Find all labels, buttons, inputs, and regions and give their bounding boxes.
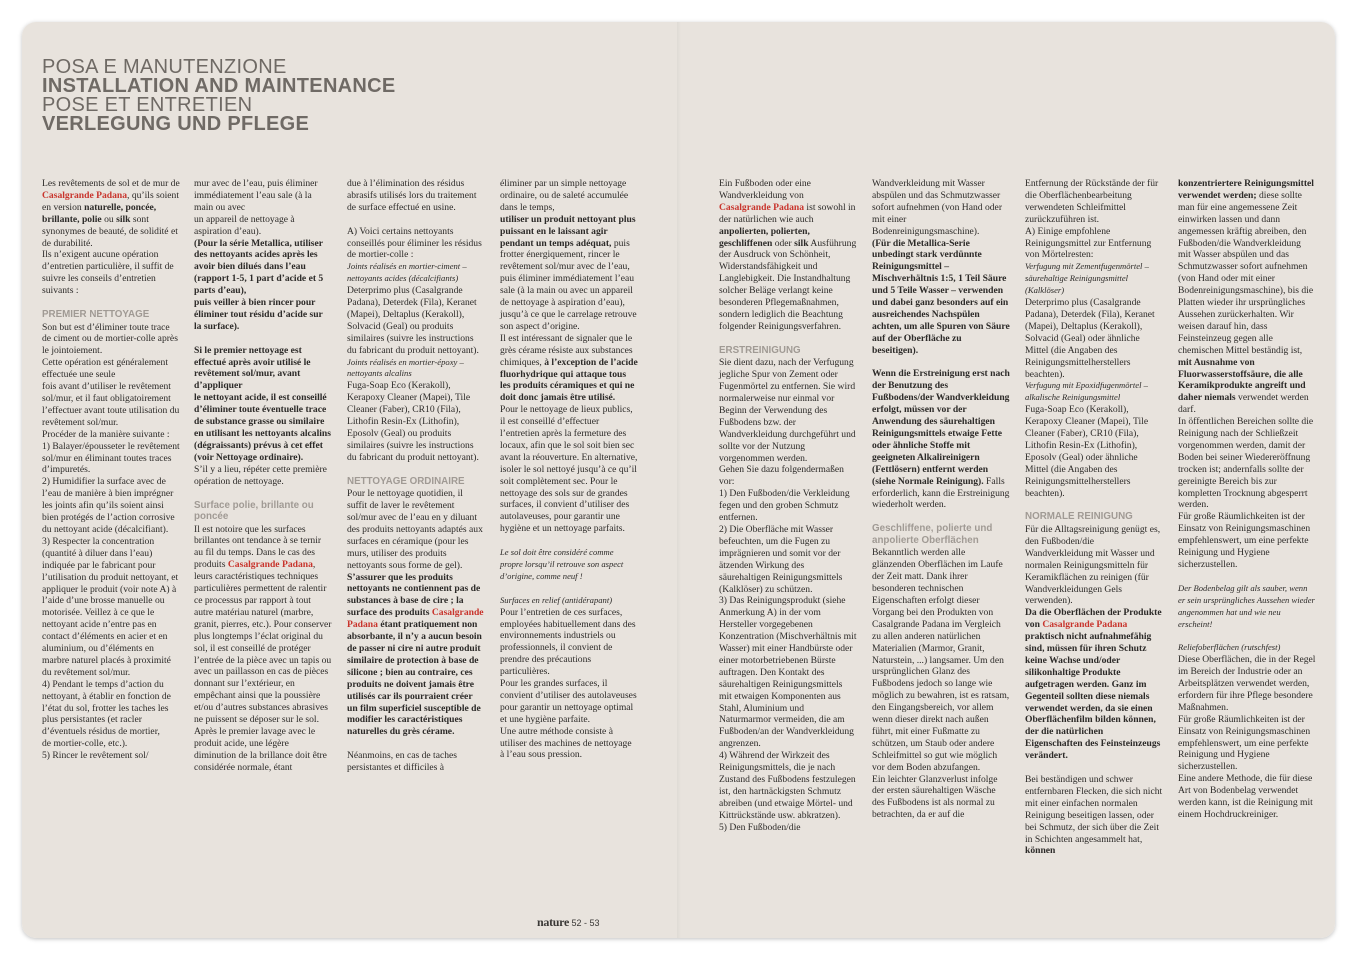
brand-name: Casalgrande Padana xyxy=(347,607,484,631)
column-fr-3 xyxy=(347,178,485,774)
section-heading: NETTOYAGE ORDINAIRE xyxy=(347,475,465,487)
italic-subheading: Reliefoberflächen (rutschfest) xyxy=(1178,642,1281,653)
text: diese sollte man für eine angemessene Zeit einwirken lassen und dann angemessen kräftig abreiben, den Fußboden/die Wandverkleidung mit Wasser abspülen und das Schmutzwasser sofort aufnehmen (von Hand oder mit einer Bodenreinigungsmaschine), bis die Platten wieder ihr ursprüngliches Aussehen zurückerhalten. Wir weisen darauf hin, dass Feinsteinzeug gegen alle chemischen Mittel beständig ist, xyxy=(1178,189,1314,356)
paragraph xyxy=(194,524,332,726)
paragraph: A) Einige empfohlene Reinigungsmittel zur Entfernung von Mörtelresten: xyxy=(1025,225,1152,261)
paragraph: un appareil de nettoyage à aspiration d’eau). xyxy=(194,213,295,237)
column-de-4 xyxy=(1178,178,1316,821)
brochure-spread xyxy=(22,22,1335,938)
section-heading: Surface polie, brillante ou poncée xyxy=(194,499,314,523)
italic-subheading: Verfugung mit Epoxidfugenmörtel – alkalische Reinigungsmittel xyxy=(1025,380,1148,403)
paragraph: In öffentlichen Bereichen sollte die Reinigung nach der Schließzeit vorgenommen werden, damit der Boden bei seiner Wiedereröffnung trocken ist; andernfalls sollte der gereinigte Bereich bis zur kompletten Trocknung abgesperrt werden. xyxy=(1178,416,1314,511)
column-fr-4 xyxy=(500,178,638,761)
paragraph: Für die Alltagsreinigung genügt es, den Fußboden/die Wandverkleidung mit Wasser und normalen Reinigungsmitteln für Keramikflächen zu reinigen (für Wandverkleidungen Gels verwenden). xyxy=(1025,523,1161,607)
italic-subheading: Joints réalisés en mortier-époxy – nettoyants alcalins xyxy=(347,356,464,379)
paragraph: Deterprimo plus (Casalgrande Padana), Deterdek (Fila), Keranet (Mapei), Deltaplus (Kerakoll), Solvacid (Geal) ou produits similaires (suivre les instructions du fabricant du produit nettoyant). xyxy=(347,285,479,356)
text: Il est notoire que les surfaces brillantes ont tendance à se ternir au fil du temps. Dans le cas des produits xyxy=(194,523,322,571)
paragraph xyxy=(500,333,638,404)
text: Ein Fußboden oder eine Wandverkleidung von xyxy=(719,178,811,201)
italic-subheading: Verfugung mit Zementfugenmörtel – säurehaltige Reinigungsmittel (Kalklöser) xyxy=(1025,261,1149,296)
paragraph: due à l’élimination des résidus abrasifs utilisés lors du traitement de surface effectué en usine. xyxy=(347,178,477,213)
paragraph: 2) Die Oberfläche mit Wasser befeuchten, um die Fugen zu imprägnieren und somit vor der ätzenden Wirkung des säurehaltigen Reinigungsmittels (Kalklöser) zu schützen. xyxy=(719,523,843,595)
brand-name: Casalgrande Padana xyxy=(1042,619,1128,631)
paragraph xyxy=(1025,774,1163,857)
paragraph: 5) Den Fußboden/die xyxy=(719,821,801,833)
paragraph: 5) Rincer le revêtement sol/ xyxy=(42,750,149,762)
text: silk xyxy=(794,237,809,249)
paragraph xyxy=(1025,607,1163,762)
section-heading: PREMIER NETTOYAGE xyxy=(42,309,150,321)
italic-subheading: Joints réalisés en mortier-ciment – nettoyants acides (décalcifiants) xyxy=(347,261,467,284)
text: Les revêtements de sol et de mur de xyxy=(42,178,180,189)
paragraph: de mortier-colle, etc.). xyxy=(42,738,128,750)
paragraph xyxy=(1178,178,1316,416)
paragraph: Eine andere Methode, die für diese Art von Bodenbelag verwendet werden kann, ist die Reinigung mit einem Hochdruckreiniger. xyxy=(1178,773,1313,820)
column-de-1 xyxy=(719,178,857,834)
paragraph: Pour le nettoyage de lieux publics, il est conseillé d’effectuer l’entretien après la fermeture des locaux, afin que le sol soit bien sec avant la réouverture. En alternative, isoler le sol nettoyé jusqu’à ce qu’il soit complètement sec. Pour le nettoyage des sols sur de grandes surfaces, il convient d’utiliser des autolaveuses, pour garantir une hygiène et un nettoyage parfaits. xyxy=(500,404,638,535)
intro-paragraph xyxy=(42,178,180,249)
paragraph xyxy=(872,368,1010,511)
text: Bei beständigen und schwer entfernbaren Flecken, die sich nicht mit einer einfachen normalen Reinigung beseitigen lassen, oder bei Schmutz, der sich über die Zeit in Schichten angesammelt hat, xyxy=(1025,773,1163,845)
text: anpolierten, polierten, geschliffenen xyxy=(719,225,810,249)
text: Il est intéressant de signaler que le grès cérame résiste aux substances chimiques, xyxy=(500,332,633,368)
paragraph: 2) Humidifier la surface avec de l’eau de manière à bien imprégner les joints afin qu’ils soient ainsi bien protégés de l’action corrosive du nettoyant acide (décalcifiant). xyxy=(42,476,175,535)
text: können xyxy=(1025,845,1056,857)
paragraph: fois avant d’utiliser le revêtement sol/mur, et il faut obligatoirement l’effectuer avant toute utilisation du revêtement sol/mur. xyxy=(42,381,180,428)
text: mit Ausnahme von Fluorwasserstoffsäure, die alle Keramikprodukte angreift und daher niemals xyxy=(1178,356,1306,404)
brand-name: Casalgrande Padana xyxy=(42,189,128,201)
title-de: VERLEGUNG UND PFLEGE xyxy=(42,113,310,135)
paragraph: mur avec de l’eau, puis éliminer immédiatement l’eau sale (à la main ou avec xyxy=(194,178,318,213)
paragraph: Une autre méthode consiste à utiliser des machines de nettoyage à l’eau sous pression. xyxy=(500,725,632,761)
page-footer xyxy=(537,915,600,930)
text: Wenn die Erstreinigung erst nach der Benutzung des Fußbodens/der Wandverkleidung erfolgt, müssen vor der Anwendung des säurehaltigen Reinigungsmittels etwaige Fette oder ähnliche Stoffe mit geeigneten Alkalireinigern (Fettlösern) entfernt werden (siehe Normale Reinigung). xyxy=(872,368,1010,487)
paragraph: Fuga-Soap Eco (Kerakoll), Kerapoxy Cleaner (Mapei), Tile Cleaner (Faber), CR10 (Fila), Lithofin Resin-Ex (Lithofin), Eposolv (Geal) oder ähnliche Mittel (die Angaben des Reinigungsmittelherstellers beachten). xyxy=(1025,404,1149,499)
italic-note: Le sol doit être considéré comme propre lorsqu’il retrouve son aspect d’origine, comme neuf ! xyxy=(500,547,624,581)
italic-subheading: Surfaces en relief (antidérapant) xyxy=(500,594,613,605)
text: ou xyxy=(101,213,117,225)
intro-paragraph xyxy=(719,178,857,333)
text: verwendet werden darf. xyxy=(1178,392,1309,416)
paragraph: A) Voici certains nettoyants conseillés pour éliminer les résidus de mortier-colle : xyxy=(347,225,482,261)
title-it: POSA E MANUTENZIONE xyxy=(42,56,287,78)
paragraph xyxy=(500,214,638,333)
text: Falls erforderlich, kann die Erstreinigung wiederholt werden. xyxy=(872,475,1010,511)
paragraph: Après le premier lavage avec le produit acide, une légère diminution de la brillance doit être considérée normale, étant xyxy=(194,725,327,773)
section-heading: Geschliffene, polierte und anpolierte Oberflächen xyxy=(872,523,993,546)
paragraph: Gehen Sie dazu folgendermaßen vor: xyxy=(719,464,844,488)
text: praktisch nicht aufnahmefähig sind, müssen für ihren Schutz keine Wachse und/oder silikonhaltige Produkte aufgetragen werden. Ganz im Gegenteil sollten diese niemals verwendet werden, da sie einen Oberflächenfilm bilden können, der die natürlichen Eigenschaften des Feinsteinzeugs verändert. xyxy=(1025,631,1161,762)
paragraph: Entfernung der Rückstände der für die Oberflächenbearbeitung verwendeten Schleifmittel zurückzuführen ist. xyxy=(1025,178,1159,225)
paragraph: Pour les grandes surfaces, il convient d’utiliser des autolaveuses pour garantir un nettoyage optimal et une hygiène parfaite. xyxy=(500,678,637,725)
paragraph: le nettoyant acide, il est conseillé d’éliminer toute éventuelle trace de substance grasse ou similaire xyxy=(194,392,327,428)
column-de-3 xyxy=(1025,178,1163,857)
paragraph: Ein leichter Glanzverlust infolge der ersten säurehaltigen Wäsche des Fußbodens ist als normal zu betrachten, da er auf die xyxy=(872,773,998,821)
paragraph: Cette opération est généralement effectuée une seule xyxy=(42,357,168,381)
title-fr: POSE ET ENTRETIEN xyxy=(42,94,253,116)
paragraph: Ils n’exigent aucune opération d’entretien particulière, il suffit de suivre les conseils d’entretien suivants : xyxy=(42,249,174,297)
text: ist sowohl in der natürlichen wie auch xyxy=(719,201,856,225)
column-fr-2 xyxy=(194,178,332,774)
paragraph: (Pour la série Metallica, utiliser des nettoyants acides après les avoir bien dilués dans l’eau (rapport 1-5, 1 part d’acide et 5 parts d’eau), xyxy=(194,237,324,297)
paragraph: 4) Während der Wirkzeit des Reinigungsmittels, die je nach Zustand des Fußbodens festzulegen ist, den hartnäckigsten Schmutz abreiben (und etwaige Mörtel- und Kittrückstände usw. abkratzen). xyxy=(719,750,856,821)
text: Da die Oberflächen der Produkte von xyxy=(1025,607,1162,631)
page-gutter xyxy=(677,22,681,938)
column-de-2 xyxy=(872,178,1010,821)
section-heading: ERSTREINIGUNG xyxy=(719,344,801,356)
brand-name: Casalgrande Padana xyxy=(227,559,313,571)
paragraph: (Für die Metallica-Serie unbedingt stark verdünnte Reinigungsmittel – Mischverhältnis 1:5, 1 Teil Säure und 5 Teile Wasser – verwenden und dabei ganz besonders auf ein ausreichendes Nachspülen achten, um alle Spuren von Säure auf der Oberfläche zu beseitigen). xyxy=(872,237,1010,356)
text: naturelle, poncée, brillante, polie xyxy=(42,201,157,225)
text: oder xyxy=(772,237,795,249)
paragraph: Néanmoins, en cas de taches persistantes et difficiles à xyxy=(347,750,458,774)
paragraph: éliminer par un simple nettoyage ordinaire, ou de saleté accumulée dans le temps, xyxy=(500,178,629,213)
paragraph: Diese Oberflächen, die in der Regel im Bereich der Industrie oder an Arbeitsplätzen verwendet werden, erfordern für ihre Pflege besondere Maßnahmen. xyxy=(1178,654,1316,713)
text: , qu’ils soient en version xyxy=(42,189,179,213)
page-numbers: 52 - 53 xyxy=(571,918,600,928)
text: , leurs caractéristiques techniques particulières permettent de ralentir ce processus par rapport à tout autre matériau naturel (marbre, granit, pierres, etc.). Pour conserver plus longtemps l’éclat original du sol, il est conseillé de protéger l’entrée de la pièce avec un tapis ou avec un paillasson en cas de pièces donnant sur l’extérieur, en empêchant ainsi que la poussière et/ou d’autres substances abrasives ne puissent se déposer sur le sol. xyxy=(194,559,332,726)
paragraph: Für große Räumlichkeiten ist der Einsatz von Reinigungsmaschinen empfehlenswert, um eine perfekte Reinigung und Hygiene sicherzustellen. xyxy=(1178,713,1311,773)
nature-logo: nature xyxy=(537,915,569,929)
paragraph: 3) Das Reinigungsprodukt (siehe Anmerkung A) in der vom Hersteller vorgegebenen Konzentration (Mischverhältnis mit Wasser) mit einer Handbürste oder einer motorbetriebenen Bürste auftragen. Den Kontakt des säurehaltigen Reinigungsmittels mit etwaigen Komponenten aus Stahl, Aluminium und Naturmarmor vermeiden, die am Fußboden/an der Wandverkleidung angrenzen. xyxy=(719,595,857,750)
paragraph: Pour l’entretien de ces surfaces, employées habituellement dans des environnements industriels ou professionnels, il convient de prendre des précautions particulières. xyxy=(500,606,636,678)
paragraph: Son but est d’éliminer toute trace de ciment ou de mortier-colle après le jointoiement. xyxy=(42,321,178,357)
paragraph: 1) Den Fußboden/die Verkleidung fegen und den groben Schmutz entfernen. xyxy=(719,488,850,524)
text: à l’exception de l’acide fluorhydrique qui attaque tous les produits céramiques et qui ne doit donc jamais être utilisé. xyxy=(500,356,638,404)
paragraph: Sie dient dazu, nach der Verfugung jegliche Spur von Zement oder Fugenmörtel zu entfernen. Sie wird normalerweise nur einmal vor Beginn der Verwendung des Fußbodens bzw. der Wandverkleidung durchgeführt und sollte vor der Nutzung vorgenommen werden. xyxy=(719,357,856,464)
paragraph: Deterprimo plus (Casalgrande Padana), Deterdek (Fila), Keranet (Mapei), Deltaplus (Kerakoll), Solvacid (Geal) oder ähnliche Mittel (die Angaben des Reinigungsmittelherstellers beachten). xyxy=(1025,297,1155,380)
text: puis frotter énergiquement, rincer le revêtement sol/mur avec de l’eau, puis éliminer immédiatement l’eau sale (à la main ou avec un appareil de nettoyage à aspiration d’eau), jusqu’à ce que le carrelage retrouve son aspect d’origine. xyxy=(500,237,637,332)
text: S’assurer que les produits nettoyants ne contiennent pas de substances à base de cire ; la surface des produits xyxy=(347,571,481,619)
text: silk xyxy=(116,213,131,225)
paragraph: Pour le nettoyage quotidien, il suffit de laver le revêtement sol/mur avec de l’eau en y diluant des produits nettoyants adaptés aux surfaces en céramique (pour les murs, utiliser des produits nettoyants sous forme de gel). xyxy=(347,488,483,571)
paragraph: 1) Balayer/épousseter le revêtement sol/mur en éliminant toutes traces d’impuretés. xyxy=(42,440,180,476)
paragraph: Si le premier nettoyage est effectué après avoir utilisé le revêtement sol/mur, avant d’appliquer xyxy=(194,344,311,392)
paragraph: Wandverkleidung mit Wasser abspülen und das Schmutzwasser sofort aufnehmen (von Hand oder mit einer Bodenreinigungsmaschine). xyxy=(872,178,1003,237)
paragraph: Bekanntlich werden alle glänzenden Oberflächen im Laufe der Zeit matt. Dank ihrer besonderen technischen Eigenschaften erfolgt dieser Vorgang bei den Produkten von Casalgrande Padana im Vergleich zu allen anderen natürlichen Materialien (Marmor, Granit, Naturstein, ...) langsamer. Um den ursprünglichen Glanz des Fußbodens jedoch so lange wie möglich zu bewahren, ist es ratsam, den Eingangsbereich, vor allem wenn dieser direkt nach außen führt, mit einer Fußmatte zu schützen, um Staub oder andere Schleifmittel so gut wie möglich vor dem Boden abzufangen. xyxy=(872,547,1010,773)
section-titles xyxy=(42,58,396,134)
paragraph xyxy=(347,572,485,739)
brand-name: Casalgrande Padana xyxy=(719,201,805,213)
column-fr-1 xyxy=(42,178,180,762)
title-en: INSTALLATION AND MAINTENANCE xyxy=(42,75,396,97)
section-heading: NORMALE REINIGUNG xyxy=(1025,511,1133,523)
paragraph: Fuga-Soap Eco (Kerakoll), Kerapoxy Cleaner (Mapei), Tile Cleaner (Faber), CR10 (Fila), Lithofin Resin-Ex (Lithofin), Eposolv (Geal) ou produits similaires (suivre les instructions du fabricant du produit nettoyant). xyxy=(347,380,479,463)
text: konzentriertere Reinigungsmittel verwendet werden; xyxy=(1178,178,1314,201)
paragraph: 4) Pendant le temps d’action du nettoyant, à établir en fonction de l’état du sol, frotter les taches les plus persistantes (et racler d’éventuels résidus de mortier, xyxy=(42,678,171,738)
italic-note: Der Bodenbelag gilt als sauber, wenn er sein ursprüngliches Aussehen wieder angenommen hat und wie neu erscheint! xyxy=(1178,582,1315,629)
paragraph: 3) Respecter la concentration (quantité à diluer dans l’eau) indiquée par le fabricant pour l’utilisation du produit nettoyant, et appliquer le produit (voir note A) à l’aide d’une brosse manuelle ou motorisée. Veillez à ce que le nettoyant acide n’entre pas en contact d’éléments en acier et en aluminium, ou d’éléments en marbre naturel placés à proximité du revêtement sol/mur. xyxy=(42,535,179,678)
text: sont synonymes de beauté, de solidité et de durabilité. xyxy=(42,213,178,249)
text: Ausführung der Ausdruck von Schönheit, Widerstandsfähigkeit und Langlebigkeit. Die Instandhaltung solcher Beläge verlangt keine besonderen Pflegemaßnahmen, sondern lediglich die Beachtung folgender Reinigungsverfahren. xyxy=(719,237,857,332)
paragraph: Procéder de la manière suivante : xyxy=(42,428,170,440)
paragraph: puis veiller à bien rincer pour éliminer tout résidu d’acide sur la surface). xyxy=(194,297,323,332)
paragraph: Für große Räumlichkeiten ist der Einsatz von Reinigungsmaschinen empfehlenswert, um eine perfekte Reinigung und Hygiene sicherzustellen. xyxy=(1178,511,1311,570)
paragraph: S’il y a lieu, répéter cette première opération de nettoyage. xyxy=(194,463,327,487)
text: étant pratiquement non absorbante, il n’y a aucun besoin de passer ni cire ni autre produit similaire de protection à base de silicone ; bien au contraire, ces produits ne doivent jamais être utilisés car ils pourraient créer un film superficiel susceptible de modifier les caractéristiques naturelles du grès cérame. xyxy=(347,619,482,738)
paragraph: en utilisant les nettoyants alcalins (dégraissants) prévus à cet effet (voir Nettoyage ordinaire). xyxy=(194,428,331,463)
text: utiliser un produit nettoyant plus puissant en le laissant agir pendant un temps adéquat, xyxy=(500,213,636,249)
